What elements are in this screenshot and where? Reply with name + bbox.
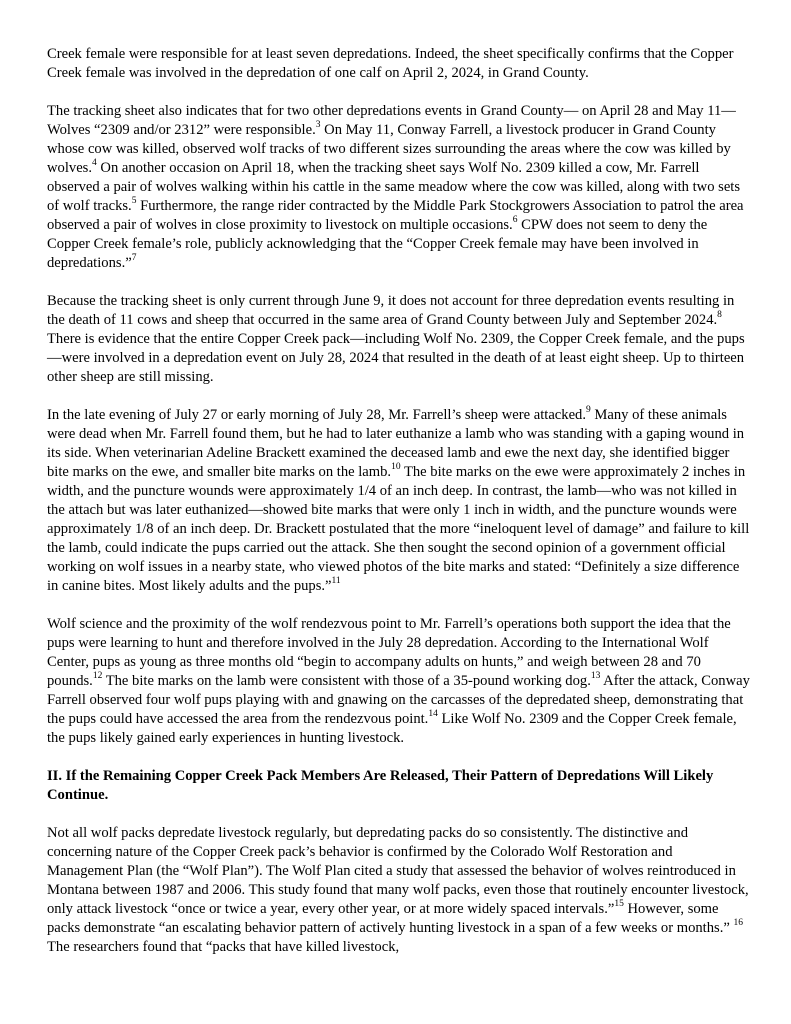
footnote-ref: 13	[590, 671, 601, 682]
text-run: The bite marks on the lamb were consistent with those of a 35-pound working dog.	[102, 673, 591, 689]
text-run: Wolf science and the proximity of the wolf rendezvous point to Mr. Farrell’s operations both support the idea that the pups were learning to hunt and therefore involved in the July 28 depredation. According to the International Wolf Center, pups as young as three months old “begin to accompany adults on hunts,” and weigh between 28 and 70 pounds.	[47, 616, 731, 689]
footnote-ref: 9	[586, 405, 591, 416]
text-run: After the attack, Conway Farrell observed four wolf pups playing with and gnawing on the carcasses of the depredated sheep, demonstrating that the pups could have accessed the area from the rendezvous point.	[47, 673, 750, 727]
footnote-ref: 10	[391, 462, 401, 473]
footnote-ref: 7	[131, 253, 137, 264]
footnote-ref: 6	[512, 215, 518, 226]
body-paragraph	[47, 406, 751, 596]
text-run: In the late evening of July 27 or early morning of July 28, Mr. Farrell’s sheep were attacked.	[47, 407, 587, 423]
text-run: On another occasion on April 18, when the tracking sheet says Wolf No. 2309 killed a cow, Mr. Farrell observed a pair of wolves walking within his cattle in the same meadow where the cow was killed, along with two sets of wolf tracks.	[47, 160, 741, 214]
body-paragraph-final	[47, 824, 751, 957]
text-run: Furthermore, the range rider contracted by the Middle Park Stockgrowers Association to patrol the area observed a pair of wolves in close proximity to livestock on multiple occasions.	[47, 198, 744, 233]
text-run: Because the tracking sheet is only current through June 9, it does not account for three depredation events resulting in the death of 11 cows and sheep that occurred in the same area of Grand County between July and September 2024.	[47, 293, 735, 328]
text-run: The tracking sheet also indicates that for two other depredations events in Grand County— on April 28 and May 11—Wolves “2309 and/or 2312” were responsible.	[47, 103, 736, 138]
body-paragraph	[47, 292, 751, 387]
text-run: The researchers found that “packs that have killed livestock,	[47, 939, 400, 955]
footnote-ref: 14	[428, 709, 438, 720]
text-run: However, some packs demonstrate “an escalating behavior pattern of actively hunting livestock in a span of a few weeks or months.”	[47, 901, 734, 936]
footnote-ref: 15	[614, 899, 624, 910]
body-paragraph	[47, 102, 751, 273]
text-run: CPW does not seem to deny the Copper Creek female’s role, publicly acknowledging that the “Copper Creek female may have been involved in depredations.”	[47, 217, 708, 271]
footnote-ref: 16	[733, 918, 743, 929]
footnote-ref: 11	[331, 576, 341, 587]
text-run: Creek female were responsible for at least seven depredations. Indeed, the sheet specifically confirms that the Copper Creek female was involved in the depredation of one calf on April 2, 2024, in Grand County.	[47, 46, 734, 81]
body-paragraph	[47, 615, 751, 748]
text-run: On May 11, Conway Farrell, a livestock producer in Grand County whose cow was killed, observed wolf tracks of two different sizes surrounding the areas where the cow was killed by wolves.	[47, 122, 731, 176]
footnote-ref: 8	[717, 310, 722, 321]
text-run: Not all wolf packs depredate livestock regularly, but depredating packs do so consistently. The distinctive and concerning nature of the Copper Creek pack’s behavior is confirmed by the Colorado Wolf Restoration and Management Plan (the “Wolf Plan”). The Wolf Plan cited a study that assessed the behavior of wolves reintroduced in Montana between 1987 and 2006. This study found that many wolf packs, even those that routinely encounter livestock, only attack livestock “once or twice a year, every other year, or at more widely spaced intervals.”	[47, 825, 749, 917]
document-page	[47, 45, 751, 976]
footnote-ref: 12	[92, 671, 103, 682]
footnote-ref: 3	[315, 120, 321, 131]
section-heading: II. If the Remaining Copper Creek Pack Members Are Released, Their Pattern of Depredations Will Likely Continue.	[47, 768, 714, 803]
footnote-ref: 4	[92, 158, 97, 169]
body-paragraph	[47, 45, 751, 83]
footnote-ref: 5	[131, 196, 137, 207]
text-run: The bite marks on the ewe were approximately 2 inches in width, and the puncture wounds were approximately 1/4 of an inch deep. In contrast, the lamb—who was not killed in the attach but was later euthanized—showed bite marks that were only 1 inch in width, and the puncture wounds were approximately 1/8 of an inch deep. Dr. Brackett postulated that the more “ineloquent level of damage” and failure to kill the lamb, could indicate the pups carried out the attack. She then sought the second opinion of a government official working on wolf issues in a nearby state, who viewed photos of the bite marks and stated: “Definitely a size difference in canine bites. Most likely adults and the pups.”	[47, 464, 750, 594]
text-run: Like Wolf No. 2309 and the Copper Creek female, the pups likely gained early experiences in hunting livestock.	[47, 711, 737, 746]
text-run: There is evidence that the entire Copper Creek pack—including Wolf No. 2309, the Copper Creek female, and the pups—were involved in a depredation event on July 28, 2024 that resulted in the death of at least eight sheep. Up to thirteen other sheep are still missing.	[47, 331, 745, 385]
text-run: Many of these animals were dead when Mr. Farrell found them, but he had to later euthanize a lamb who was standing with a gaping wound in its side. When veterinarian Adeline Brackett examined the deceased lamb and ewe the next day, she identified bigger bite marks on the ewe, and smaller bite marks on the lamb.	[47, 407, 745, 480]
